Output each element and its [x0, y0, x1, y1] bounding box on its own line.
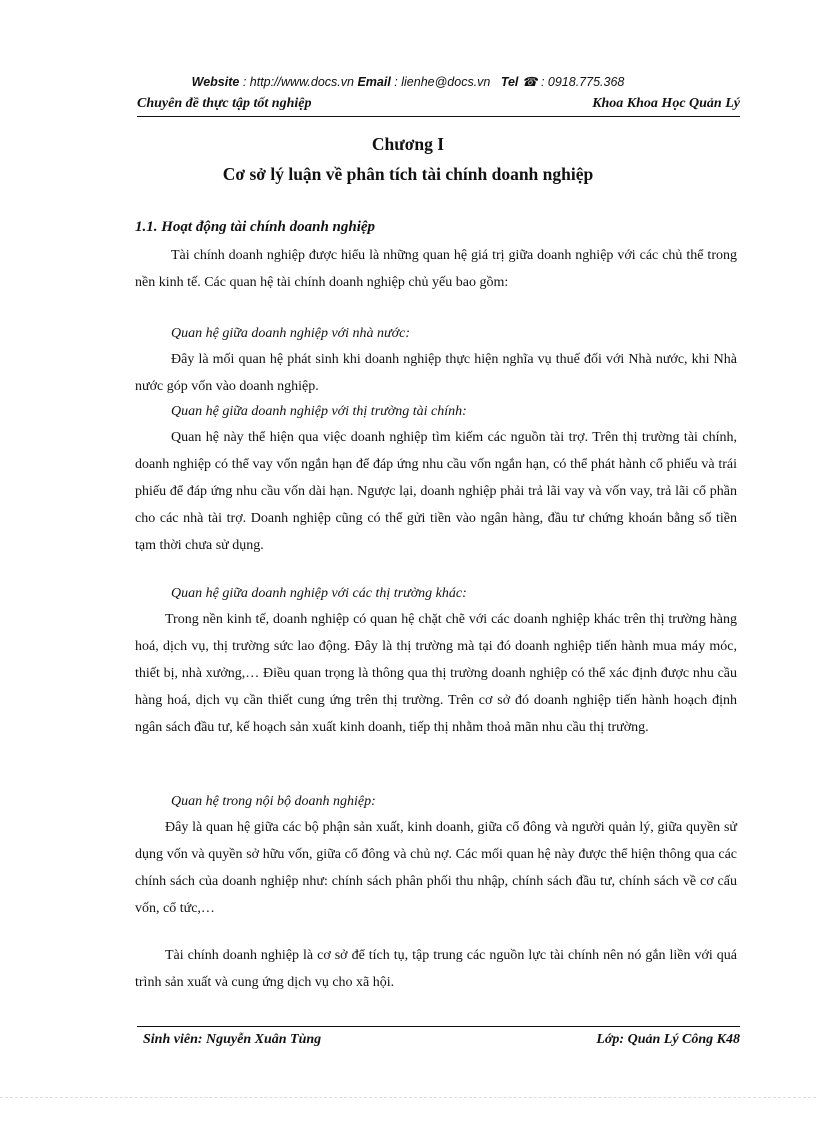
- subheading-3: Quan hệ giữa doanh nghiệp với các thị trường khác:: [171, 586, 467, 601]
- running-header: [137, 96, 740, 117]
- tel-value: ☎ : 0918.775.368: [518, 75, 625, 89]
- header-right: Khoa Khoa Học Quản Lý: [592, 96, 740, 111]
- subheading-4: Quan hệ trong nội bộ doanh nghiệp:: [171, 794, 376, 809]
- paragraph-5: Đây là quan hệ giữa các bộ phận sản xuất, kinh doanh, giữa cổ đông và người quản lý, giữa quyền sử dụng vốn và quyền sở hữu vốn, giữa cổ đông và chủ nợ. Các mối quan hệ này được thể hiện thông qua các chính sách của doanh nghiệp như: chính sách phân phối thu nhập, chính sách đầu tư, chính sách về cơ cấu vốn, cổ tức,…: [135, 820, 737, 916]
- header-left: Chuyên đề thực tập tốt nghiệp: [137, 96, 312, 111]
- paragraph-4: Trong nền kinh tế, doanh nghiệp có quan hệ chặt chẽ với các doanh nghiệp khác trên thị trường hàng hoá, dịch vụ, thị trường sức lao động. Đây là thị trường mà tại đó doanh nghiệp tiến hành mua máy móc, thiết bị, nhà xưởng,… Điều quan trọng là thông qua thị trường doanh nghiệp có thể xác định được nhu cầu hàng hoá, dịch vụ cần thiết cung ứng trên thị trường. Trên cơ sở đó doanh nghiệp tiến hành hoạch định ngân sách đầu tư, kế hoạch sản xuất kinh doanh, tiếp thị nhằm thoả mãn nhu cầu thị trường.: [135, 612, 737, 735]
- chapter-number: Chương I: [371, 134, 445, 154]
- page-edge-divider: [0, 1097, 816, 1098]
- email-label: Email: [357, 75, 391, 89]
- paragraph-3: Quan hệ này thể hiện qua việc doanh nghiệp tìm kiếm các nguồn tài trợ. Trên thị trường tài chính, doanh nghiệp có thể vay vốn ngắn hạn để đáp ứng nhu cầu vốn ngắn hạn, có thể phát hành cổ phiếu và trái phiếu để đáp ứng nhu cầu vốn dài hạn. Ngược lại, doanh nghiệp phải trả lãi vay và vốn vay, trả lãi cổ phần cho các nhà tài trợ. Doanh nghiệp cũng có thể gửi tiền vào ngân hàng, đầu tư chứng khoán bằng số tiền tạm thời chưa sử dụng.: [135, 430, 737, 553]
- footer-class: Lớp: Quản Lý Công K48: [596, 1032, 740, 1047]
- website-label: Website: [191, 75, 240, 89]
- email-value[interactable]: : lienhe@docs.vn: [390, 75, 491, 89]
- running-footer: [137, 1026, 740, 1051]
- section-heading: 1.1. Hoạt động tài chính doanh nghiệp: [135, 219, 376, 235]
- tel-label: Tel: [500, 75, 519, 89]
- paragraph-2: Đây là mối quan hệ phát sinh khi doanh nghiệp thực hiện nghĩa vụ thuế đối với Nhà nước, khi Nhà nước góp vốn vào doanh nghiệp.: [135, 352, 737, 394]
- website-sep: :: [239, 75, 250, 89]
- paragraph-1: Tài chính doanh nghiệp được hiểu là những quan hệ giá trị giữa doanh nghiệp với các chủ thể trong nền kinh tế. Các quan hệ tài chính doanh nghiệp chủ yếu bao gồm:: [135, 248, 737, 290]
- subheading-2: Quan hệ giữa doanh nghiệp với thị trường tài chính:: [171, 404, 467, 419]
- website-banner: [0, 74, 816, 89]
- subheading-1: Quan hệ giữa doanh nghiệp với nhà nước:: [171, 326, 411, 341]
- footer-student: Sinh viên: Nguyễn Xuân Tùng: [143, 1032, 322, 1047]
- paragraph-6: Tài chính doanh nghiệp là cơ sở để tích tụ, tập trung các nguồn lực tài chính nên nó gắn liền với quá trình sản xuất và cung ứng dịch vụ cho xã hội.: [135, 948, 737, 990]
- website-url[interactable]: http://www.docs.vn: [249, 75, 354, 89]
- chapter-title: Cơ sở lý luận về phân tích tài chính doanh nghiệp: [222, 164, 594, 184]
